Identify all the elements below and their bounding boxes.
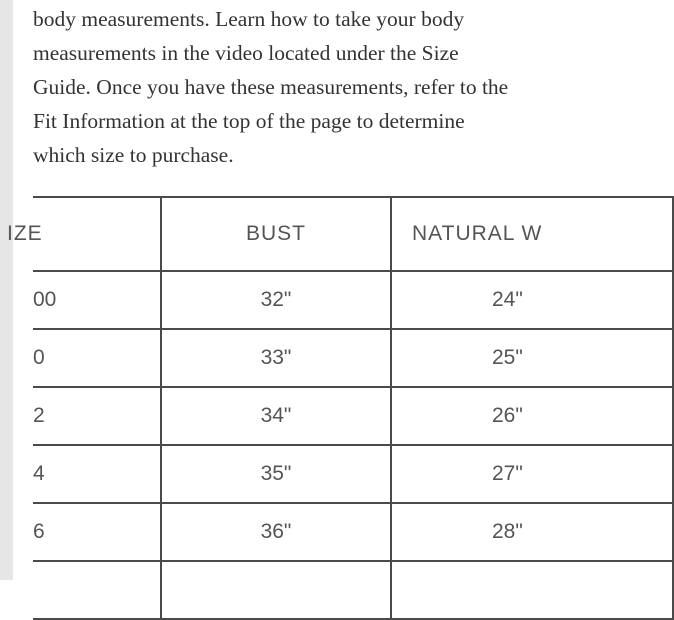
cell-bust xyxy=(161,561,391,619)
cell-size xyxy=(33,561,161,619)
cell-bust: 35" xyxy=(161,445,391,503)
table-row xyxy=(33,561,673,619)
cell-natural-waist: 25" xyxy=(391,329,673,387)
cell-bust: 34" xyxy=(161,387,391,445)
cell-bust: 32" xyxy=(161,271,391,329)
cell-size: 4 xyxy=(33,445,161,503)
cell-natural-waist: 28" xyxy=(391,503,673,561)
cell-natural-waist: 26" xyxy=(391,387,673,445)
header-bust: BUST xyxy=(161,197,391,271)
size-table-viewport[interactable] xyxy=(7,196,580,580)
table-header-row xyxy=(33,197,673,271)
cell-bust: 33" xyxy=(161,329,391,387)
intro-line: Guide. Once you have these measurements, refer to the xyxy=(33,75,509,99)
header-size: IZE xyxy=(33,197,161,271)
header-natural-waist: NATURAL W xyxy=(391,197,673,271)
intro-line: body measurements. Learn how to take your body xyxy=(33,7,465,31)
cell-size: 6 xyxy=(33,503,161,561)
left-edge-strip xyxy=(0,0,13,580)
cell-size: 0 xyxy=(33,329,161,387)
size-chart-table xyxy=(7,196,674,620)
table-row xyxy=(33,445,673,503)
cell-size: 00 xyxy=(33,271,161,329)
cell-natural-waist: 24" xyxy=(391,271,673,329)
table-row xyxy=(33,329,673,387)
intro-line: measurements in the video located under the Size xyxy=(33,41,459,65)
cell-natural-waist xyxy=(391,561,673,619)
table-row xyxy=(33,503,673,561)
intro-line: which size to purchase. xyxy=(33,143,234,167)
table-row xyxy=(33,387,673,445)
table-row xyxy=(33,271,673,329)
cell-bust: 36" xyxy=(161,503,391,561)
size-guide-intro-text xyxy=(33,2,573,172)
cell-natural-waist: 27" xyxy=(391,445,673,503)
intro-line: Fit Information at the top of the page to determine xyxy=(33,109,465,133)
cell-size: 2 xyxy=(33,387,161,445)
